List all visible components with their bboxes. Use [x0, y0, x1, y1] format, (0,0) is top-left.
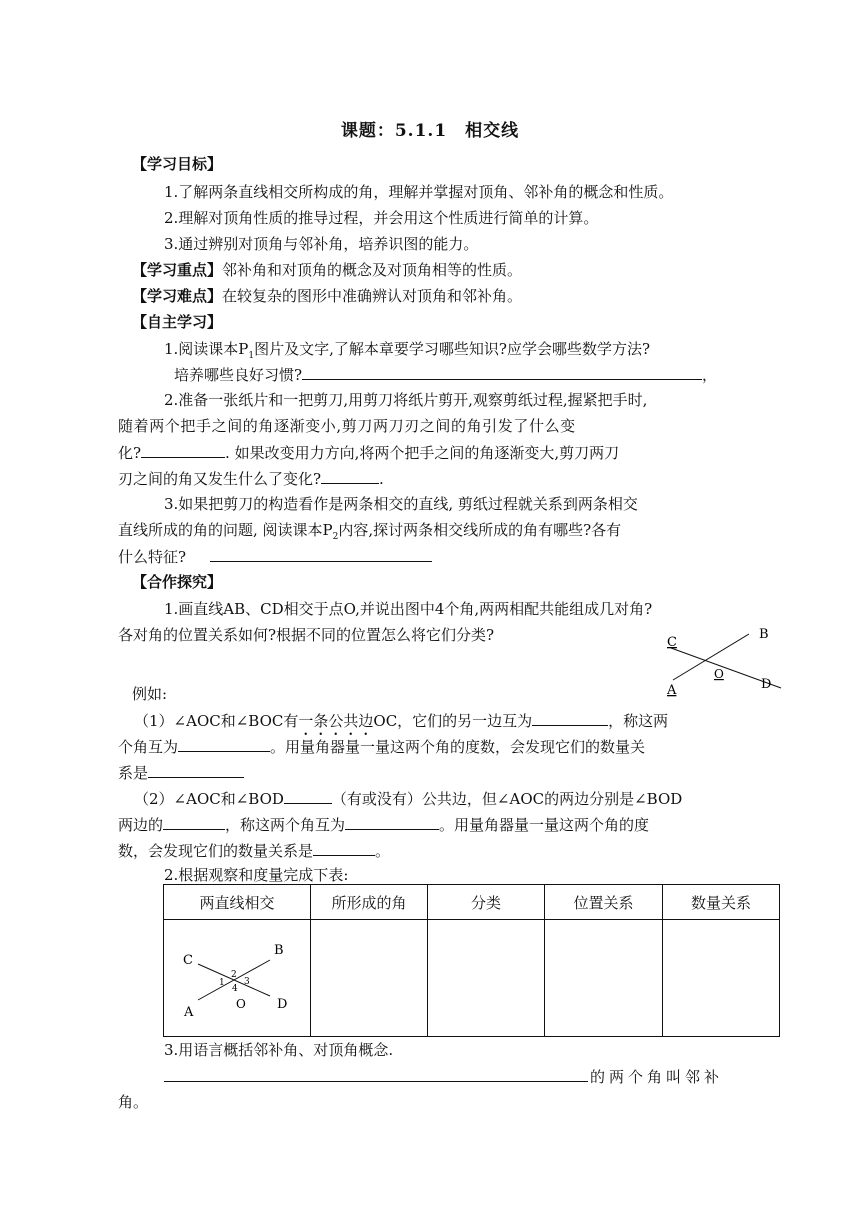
q1-text-c: 培养哪些良好习惯? — [174, 366, 303, 384]
q2-text-c1: 化? — [118, 444, 142, 462]
key-point-text: 邻补角和对顶角的概念及对顶角相等的性质。 — [222, 261, 523, 279]
label-b: B — [274, 943, 284, 958]
label-c: C — [183, 953, 193, 968]
table-row — [164, 920, 780, 1037]
q2-answer-blank-1[interactable] — [141, 442, 225, 458]
ex1-text-d: 个角互为 — [118, 738, 179, 756]
ex2-blank-1[interactable] — [284, 788, 332, 804]
label-d: D — [761, 677, 772, 692]
label-o: O — [236, 997, 246, 1011]
ex2-text-e: 。用量角器量一量这两个角的度 — [439, 816, 650, 834]
page-title: 课题：5.1.1 相交线 — [340, 121, 520, 141]
q1-answer-blank[interactable] — [302, 364, 702, 380]
table-answer-cell[interactable] — [311, 920, 428, 1037]
ex2-text-f: 数，会发现它们的数量关系是 — [118, 842, 314, 860]
example-2-line1 — [134, 788, 682, 809]
self-study-q2-line1: 2.准备一张纸片和一把剪刀,用剪刀将纸片剪开,观察剪纸过程,握紧把手时, — [164, 391, 648, 409]
q3-answer-blank[interactable] — [210, 546, 432, 562]
angle-label-1: 1 — [219, 978, 225, 988]
q3-subscript: 2 — [332, 532, 339, 542]
line-ab — [673, 634, 749, 680]
coop-q2: 2.根据观察和度量完成下表: — [164, 866, 349, 884]
goals-heading: 【学习目标】 — [132, 155, 223, 173]
key-point-heading: 【学习重点】 — [132, 261, 223, 279]
label-a: A — [184, 1005, 194, 1020]
ex1-emphasis: 一条公共边 — [298, 712, 374, 730]
coop-q3-line3: 角。 — [118, 1093, 149, 1111]
q2-text-c2: . 如果改变用力方向,将两个把手之间的角逐渐变大,剪刀两刀 — [225, 444, 620, 462]
self-study-q3-line2 — [118, 520, 621, 547]
table-figure-cell — [164, 920, 311, 1037]
intersecting-lines-figure — [655, 622, 785, 702]
angle-label-4: 4 — [232, 984, 238, 994]
q3-text-c: 什么特征? — [118, 548, 187, 566]
difficulty — [132, 286, 522, 306]
table-header-cell: 数量关系 — [663, 885, 780, 920]
angle-label-2: 2 — [231, 970, 237, 980]
q2-answer-blank-2[interactable] — [321, 468, 379, 484]
coop-q3-line2 — [164, 1066, 723, 1087]
goal-item-3: 3.通过辨别对顶角与邻补角，培养识图的能力。 — [164, 235, 479, 253]
difficulty-heading: 【学习难点】 — [132, 287, 223, 305]
table-answer-cell[interactable] — [663, 920, 780, 1037]
q1-text-b: 图片及文字,了解本章要学习哪些知识?应学会哪些数学方法? — [254, 340, 650, 358]
ex1-text-b: OC，它们的另一边互为 — [373, 712, 533, 730]
example-1-line3 — [118, 762, 244, 783]
q1-text-end: ， — [702, 366, 718, 384]
goal-item-2: 2.理解对顶角性质的推导过程，并会用这个性质进行简单的计算。 — [164, 209, 599, 227]
example-1-line2 — [118, 736, 645, 757]
ex2-blank-3[interactable] — [345, 814, 439, 830]
self-study-q2-line3 — [118, 442, 619, 463]
q3-text-b1: 直线所成的角的问题, 阅读课本P — [118, 521, 333, 539]
self-study-q2-line2: 随着两个把手之间的角逐渐变小,剪刀两刀刃之间的角引发了什么变 — [118, 417, 576, 435]
observation-table — [163, 884, 780, 1037]
goal-item-1: 1.了解两条直线相交所构成的角，理解并掌握对顶角、邻补角的概念和性质。 — [164, 183, 674, 201]
ex1-blank-2[interactable] — [178, 736, 270, 752]
ex1-text-a: （1）∠AOC和∠BOC有 — [134, 712, 299, 730]
ex2-text-a: （2）∠AOC和∠BOD — [134, 790, 284, 808]
ex1-text-f: 系是 — [118, 764, 149, 782]
example-2-line2 — [118, 814, 649, 835]
table-header-cell: 所形成的角 — [311, 885, 428, 920]
key-point — [132, 260, 522, 280]
table-answer-cell[interactable] — [545, 920, 663, 1037]
q3-definition-blank[interactable] — [164, 1066, 588, 1082]
label-d: D — [277, 997, 288, 1012]
table-answer-cell[interactable] — [428, 920, 545, 1037]
ex2-blank-2[interactable] — [163, 814, 225, 830]
coop-heading: 【合作探究】 — [132, 573, 223, 591]
ex2-text-b: （有或没有）公共边，但∠AOC的两边分别是∠BOD — [331, 790, 683, 808]
ex1-text-e: 。用量角器量一量这两个角的度数，会发现它们的数量关 — [270, 738, 646, 756]
ex2-text-d: ，称这两个角互为 — [225, 816, 346, 834]
ex2-text-g: 。 — [375, 842, 391, 860]
self-study-q3-line1: 3.如果把剪刀的构造看作是两条相交的直线, 剪纸过程就关系到两条相交 — [164, 495, 638, 513]
ex1-text-c: ，称这两 — [608, 712, 669, 730]
difficulty-text: 在较复杂的图形中准确辨认对顶角和邻补角。 — [222, 287, 523, 305]
label-b: B — [759, 627, 769, 642]
table-header-cell: 两直线相交 — [164, 885, 311, 920]
ex2-blank-4[interactable] — [313, 840, 375, 856]
self-study-q1-line1 — [164, 339, 650, 366]
self-study-q2-line4 — [118, 468, 384, 489]
ex1-blank-3[interactable] — [148, 762, 244, 778]
example-1-line1 — [134, 710, 668, 739]
self-study-q3-line3 — [118, 546, 432, 567]
table-header-cell: 分类 — [428, 885, 545, 920]
example-2-line3 — [118, 840, 390, 861]
example-label: 例如: — [132, 685, 168, 703]
line-ab — [198, 960, 270, 1000]
label-o: O — [714, 667, 724, 681]
self-study-q1-line2 — [174, 364, 717, 385]
q1-subscript: 1 — [248, 351, 255, 361]
coop-q1-line2: 各对角的位置关系如何?根据不同的位置怎么将它们分类? — [118, 626, 495, 644]
q2-text-d1: 刃之间的角又发生什么了变化? — [118, 470, 322, 488]
q1-text-a: 1.阅读课本P — [164, 340, 249, 358]
angle-label-3: 3 — [244, 977, 250, 987]
ex1-blank-1[interactable] — [532, 710, 608, 726]
q3-text-b2: 内容,探讨两条相交线所成的角有哪些?各有 — [338, 521, 622, 539]
coop-q1-line1: 1.画直线AB、CD相交于点O,并说出图中4个角,两两相配共能组成几对角? — [164, 600, 653, 618]
table-header-cell: 位置关系 — [545, 885, 663, 920]
numbered-angles-figure — [164, 920, 310, 1032]
ex2-text-c: 两边的 — [118, 816, 164, 834]
self-study-heading: 【自主学习】 — [132, 313, 223, 331]
coop-q3: 3.用语言概括邻补角、对顶角概念. — [164, 1041, 394, 1059]
label-c: C — [667, 635, 677, 650]
q3-definition-text: 的两个角叫邻补 — [590, 1068, 724, 1086]
label-a: A — [667, 683, 677, 698]
q2-text-d2: . — [379, 470, 384, 488]
table-header-row — [164, 885, 780, 920]
